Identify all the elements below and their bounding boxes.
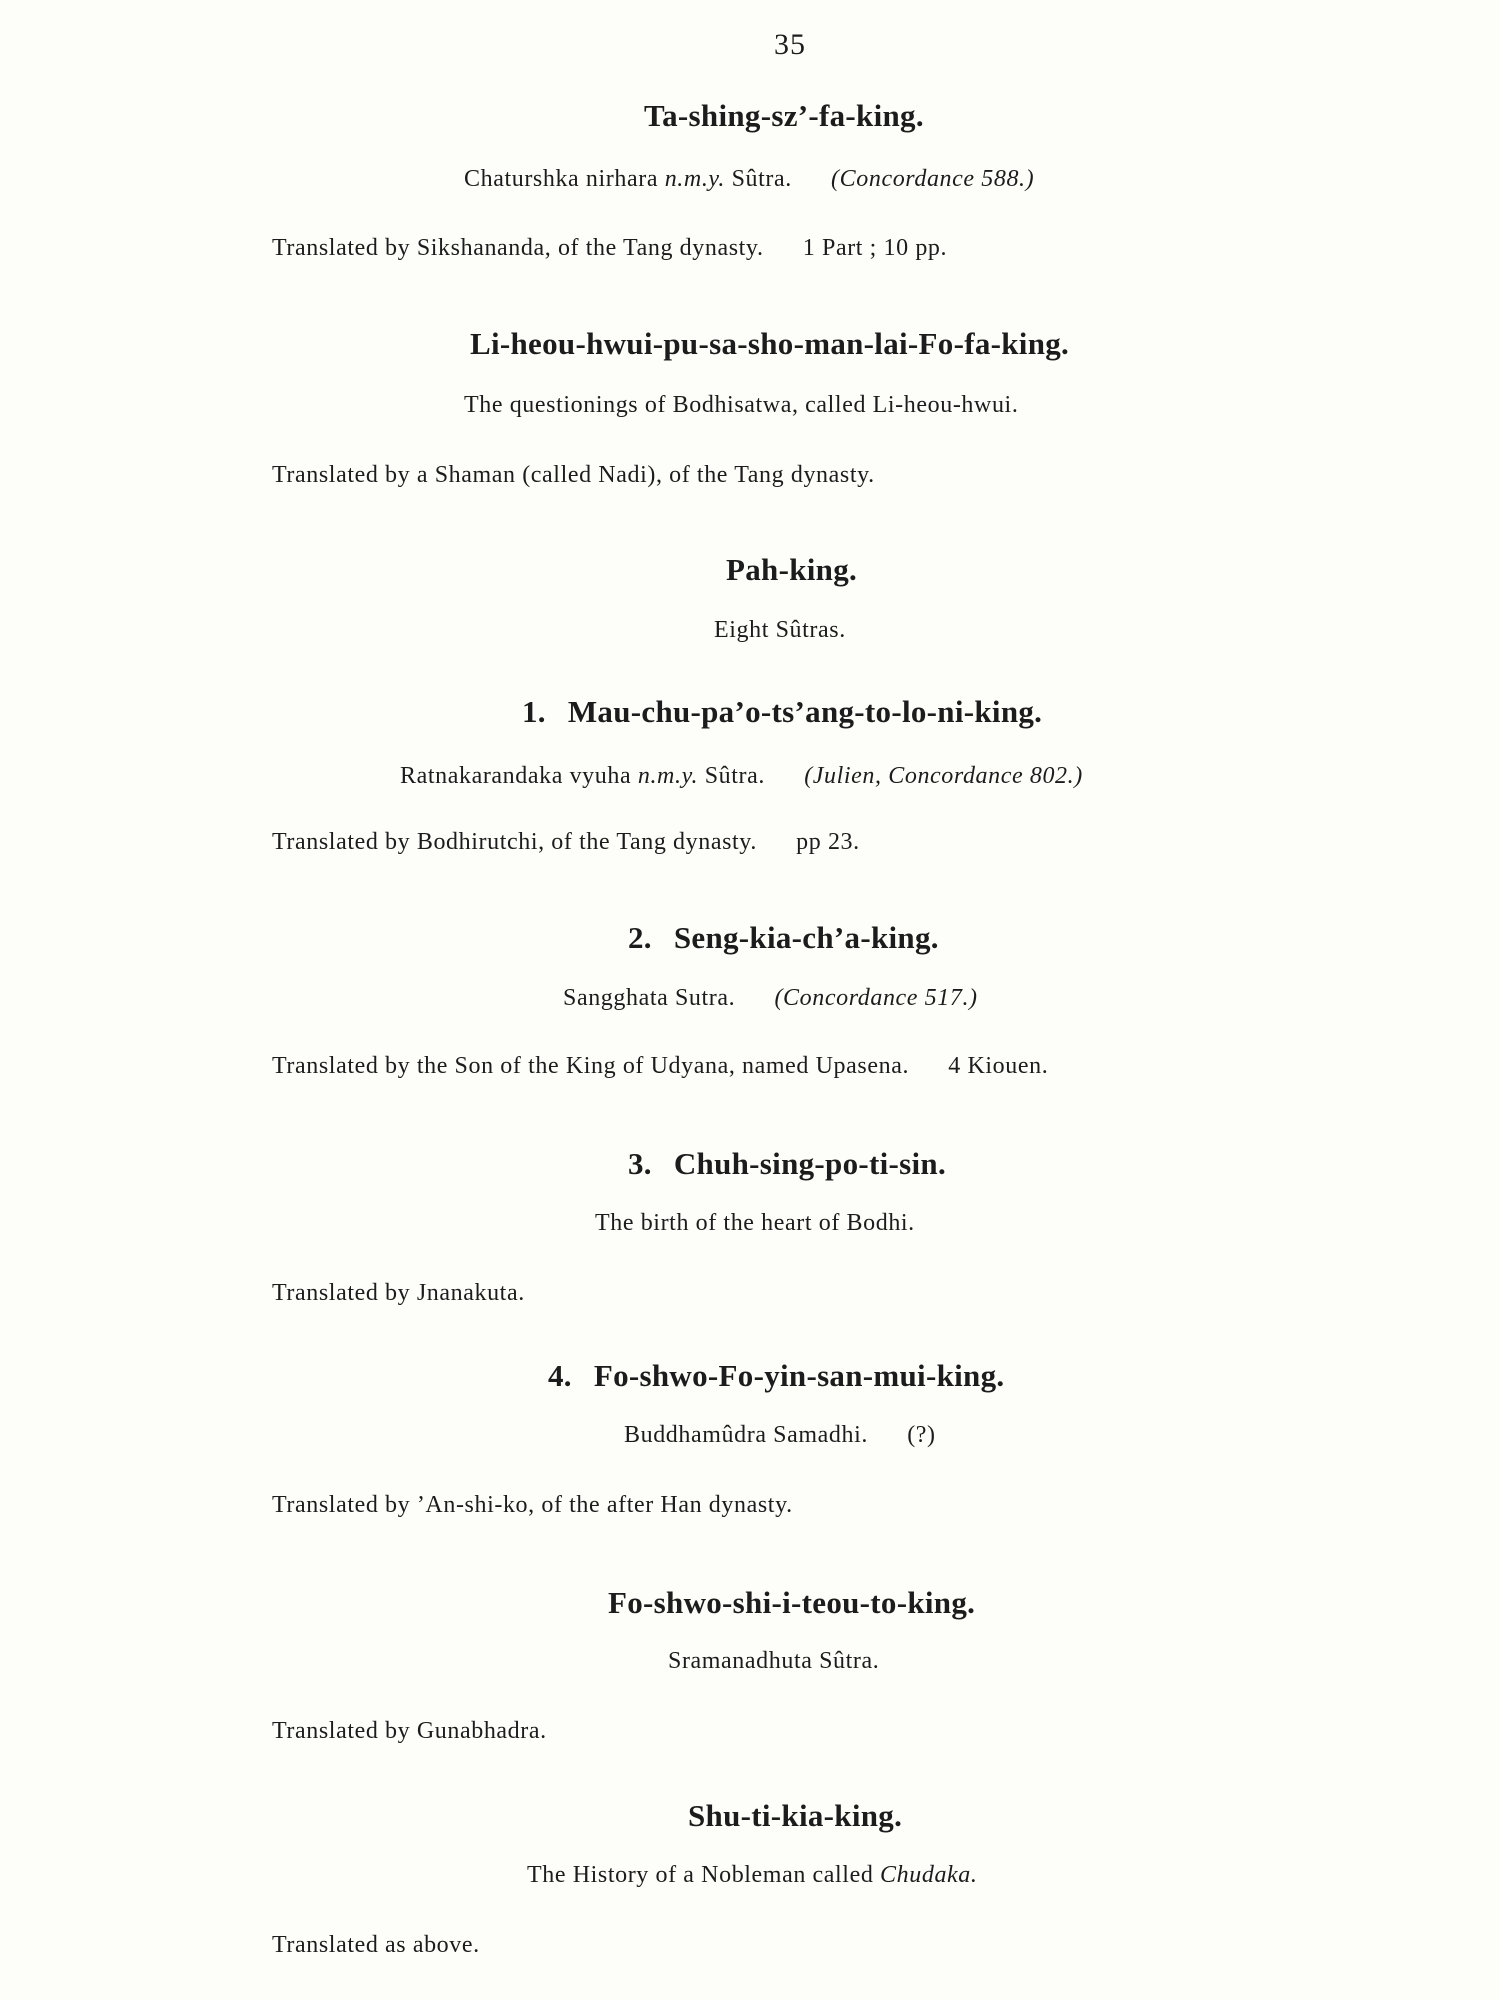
translation-line [272, 462, 875, 489]
concordance-ref: (Concordance 517.) [774, 985, 978, 1011]
subtitle-text: Ratnakarandaka vyuha [400, 763, 632, 789]
entry-subtitle [624, 1422, 936, 1449]
translation-extent: 4 Kiouen. [948, 1053, 1049, 1079]
subtitle-text: Sramanadhuta Sûtra. [668, 1648, 880, 1674]
entry-number: 4. [548, 1358, 572, 1393]
entry-title: Pah-king. [726, 552, 858, 587]
subtitle-abbr: n.m.y. [637, 763, 699, 789]
entry-title: Li-heou-hwui-pu-sa-sho-man-lai-Fo-fa-king. [470, 326, 1070, 361]
entry-number: 3. [628, 1146, 652, 1181]
translation-line [272, 1492, 793, 1519]
translation-text: Translated by a Shaman (called Nadi), of the Tang dynasty. [272, 462, 875, 488]
translation-line [272, 1718, 547, 1745]
translation-line [272, 1280, 525, 1307]
translation-text: Translated by Bodhirutchi, of the Tang dynasty. [272, 829, 757, 855]
entry-title-text: Mau-chu-pa’o-ts’ang-to-lo-ni-king. [567, 694, 1043, 729]
subtitle-text: Buddhamûdra Samadhi. [624, 1422, 868, 1448]
entry-subtitle [527, 1862, 978, 1889]
subtitle-text: Sangghata Sutra. [563, 985, 736, 1011]
translation-line [272, 829, 860, 856]
translation-text: Translated by the Son of the King of Udyana, named Upasena. [272, 1053, 910, 1079]
entry-subtitle [563, 985, 978, 1012]
entry-subtitle [668, 1648, 879, 1675]
entry-subtitle [595, 1210, 915, 1237]
entry-number: 2. [628, 920, 652, 955]
translation-text: Translated by ’An-shi-ko, of the after Han dynasty. [272, 1492, 793, 1518]
subtitle-text: The birth of the heart of Bodhi. [595, 1210, 915, 1236]
entry-number: 1. [522, 694, 546, 729]
subtitle-after: Sûtra. [731, 166, 792, 192]
concordance-ref: (?) [907, 1422, 936, 1448]
page-number: 35 [774, 28, 806, 61]
subtitle-text: The History of a Nobleman called [527, 1862, 874, 1888]
translation-text: Translated by Gunabhadra. [272, 1718, 547, 1744]
translation-text: Translated as above. [272, 1932, 480, 1958]
entry-title [628, 1146, 946, 1182]
concordance-ref: (Julien, Concordance 802.) [804, 763, 1083, 789]
subtitle-text: Chaturshka nirhara [464, 166, 659, 192]
entry-subtitle [464, 392, 1018, 419]
entry-title: Ta-shing-sz’-fa-king. [644, 98, 924, 133]
entry-title [628, 920, 939, 956]
entry-title: Fo-shwo-shi-i-teou-to-king. [608, 1585, 976, 1620]
concordance-ref: (Concordance 588.) [831, 166, 1035, 192]
translation-extent: pp 23. [796, 829, 860, 855]
entry-title-text: Chuh-sing-po-ti-sin. [673, 1146, 947, 1181]
translation-extent: 1 Part ; 10 pp. [802, 235, 948, 261]
entry-title: Shu-ti-kia-king. [688, 1798, 903, 1833]
translation-text: Translated by Jnanakuta. [272, 1280, 525, 1306]
subtitle-after: Sûtra. [704, 763, 765, 789]
subtitle-italic: Chudaka. [880, 1862, 978, 1888]
subtitle-text: The questionings of Bodhisatwa, called Li-heou-hwui. [464, 392, 1019, 418]
translation-line [272, 1053, 1048, 1080]
entry-subtitle [714, 617, 846, 644]
entry-title [548, 1358, 1004, 1394]
translation-line [272, 1932, 480, 1959]
entry-subtitle [400, 763, 1083, 790]
entry-title-text: Seng-kia-ch’a-king. [673, 920, 939, 955]
translation-line [272, 235, 947, 262]
entry-title-text: Fo-shwo-Fo-yin-san-mui-king. [593, 1358, 1005, 1393]
subtitle-abbr: n.m.y. [664, 166, 725, 192]
entry-title [522, 694, 1042, 730]
translation-text: Translated by Sikshananda, of the Tang dynasty. [272, 235, 764, 261]
entry-subtitle [464, 166, 1034, 193]
subtitle-text: Eight Sûtras. [714, 617, 846, 643]
